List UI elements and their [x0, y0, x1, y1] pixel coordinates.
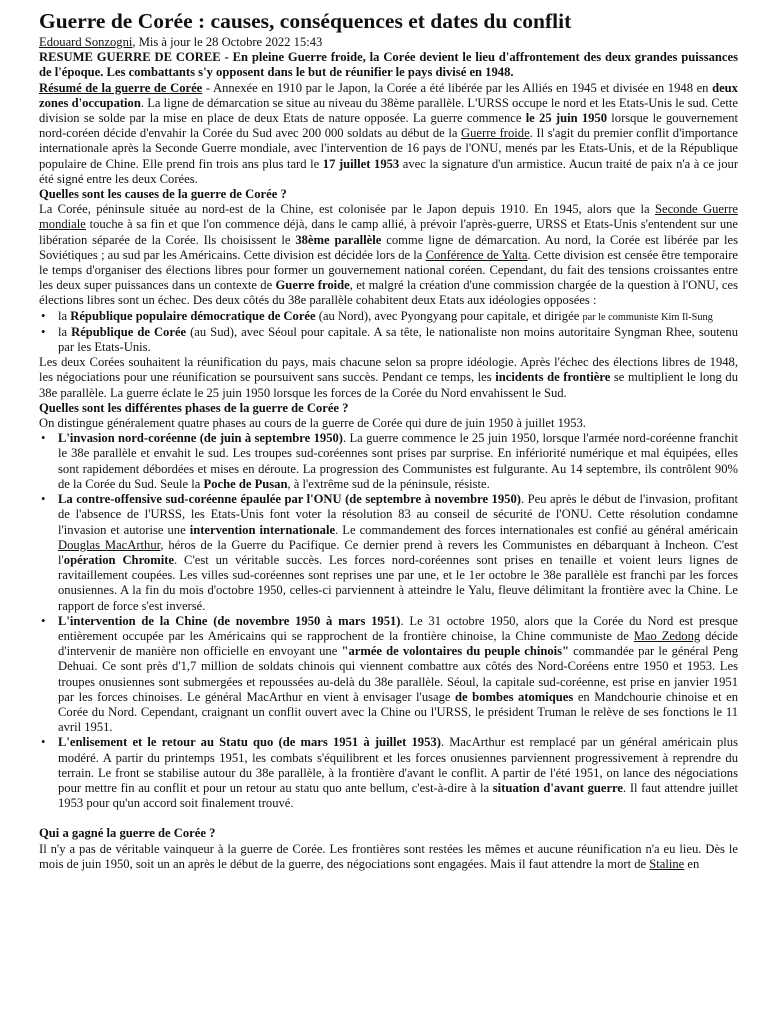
resume-paragraph — [39, 50, 738, 80]
link-conference-yalta[interactable]: Conférence de Yalta — [425, 247, 528, 262]
causes-paragraph-2: Les deux Corées souhaitent la réunification du pays, mais chacune selon sa propre idéologie. Après l'échec des élections libres de 1948, les négociations pour une réunification se poursuivent sans succès. Pendant ce temps, les incidents de frontière se multiplient le long du 38e parallèle. La guerre éclate le 25 juin 1950 lorsque les forces de la Corée du Nord envahissent le Sud. — [39, 355, 739, 400]
causes-heading: Quelles sont les causes de la guerre de Corée ? — [39, 187, 287, 202]
link-guerre-froide[interactable]: Guerre froide — [461, 126, 530, 141]
list-item: • L'invasion nord-coréenne (de juin à septembre 1950). La guerre commence le 25 juin 1950, lorsque l'armée nord-coréenne franchit le 38e parallèle et envahit le sud. Les troupes sud-coréennes sont prises par surprise. En infériorité numérique et mal équipées, elles sont rapidement débordées et mises en déroute. La progression des Communistes est fulgurante. Au 14 septembre, ils contrôlent 90% de la Corée du Sud. Seule la Poche de Pusan, à l'extrême sud de la péninsule, résiste. — [58, 431, 738, 492]
link-seconde-guerre-mondiale[interactable]: Seconde Guerre mondiale — [39, 202, 738, 232]
states-list — [39, 309, 738, 356]
winner-heading: Qui a gagné la guerre de Corée ? — [39, 826, 216, 841]
summary-label: Résumé de la guerre de Corée — [39, 80, 203, 95]
list-item: • La contre-offensive sud-coréenne épaulée par l'ONU (de septembre à novembre 1950). Peu après le début de l'invasion, profitant de l'absence de l'URSS, les Etats-Unis font voter la résolution 83 au conseil de sécurité de l'ONU. Cette résolution condamne l'invasion et autorise une intervention internationale. Le commandement des forces internationales est confié au général américain Douglas MacArthur, héros de la Guerre du Pacifique. Ce dernier prend à revers les Communistes en débarquant à Incheon. C'est l'opération Chromite. C'est un véritable succès. Les forces nord-coréennes sont prises en tenaille et voient leurs lignes de ravitaillement coupées. Les villes sud-coréennes sont reprises une par une, et le 1er octobre le 38e parallèle est franchi par les forces onusiennes. A la fin du mois d'octobre 1950, celles-ci parviennent à atteindre le Yalu, fleuve délimitant la frontière avec la Chine. Le rapport de force s'est inversé. — [58, 492, 738, 614]
byline — [39, 35, 738, 50]
resume-label: RESUME GUERRE DE COREE — [39, 50, 221, 65]
section-spacer — [39, 811, 738, 826]
list-item: • L'enlisement et le retour au Statu quo (de mars 1951 à juillet 1953). MacArthur est remplacé par un général américain plus modéré. A partir du printemps 1951, les combats s'équilibrent et les forces onusiennes parviennent progressivement à reprendre du terrain. Le front se stabilise autour du 38e parallèle, à la frontière d'avant le conflit. A partir de l'été 1951, on lance des négociations pour mettre fin au conflit et pour un retour au statu quo ante bellum, c'est-à-dire à la situation d'avant guerre. Il faut attendre juillet 1953 pour qu'un accord soit finalement trouvé. — [58, 735, 738, 811]
phases-list — [39, 431, 738, 811]
list-item: • la République de Corée (au Sud), avec Séoul pour capitale. A sa tête, le nationaliste non moins autoritaire Syngman Rhee, soutenu par les Etats-Unis. — [58, 325, 738, 355]
link-mao-zedong[interactable]: Mao Zedong — [633, 628, 701, 643]
causes-paragraph: La Corée, péninsule située au nord-est de la Chine, est colonisée par le Japon depuis 1910. En 1945, alors que la Seconde Guerre mondiale touche à sa fin et que l'on commence déjà, dans le camp allié, à prévoir l'après-guerre, URSS et Etats-Unis s'entendent sur une libération séparée de la Corée. Ils choisissent le 38ème parallèle comme ligne de démarcation. Au nord, la Corée est libérée par les Soviétiques ; au sud par les Américains. Cette division est décidée lors de la Conférence de Yalta. Cette division est censée être temporaire le temps d'organiser des élections libres pour former un gouvernement national coréen. Cependant, du fait des tensions croissantes entre les deux super puissances dans un contexte de Guerre froide, et malgré la création d'une commission chargée de la question à l'ONU, ces élections libres sont un échec. Des deux côtés du 38e parallèle cohabitent deux Etats aux idéologies opposées : — [39, 202, 738, 308]
list-item: • L'intervention de la Chine (de novembre 1950 à mars 1951). Le 31 octobre 1950, alors que la Corée du Nord est presque entièrement occupée par les Américains qui se rapprochent de la frontière chinoise, la Chine communiste de Mao Zedong décide d'intervenir de manière non officielle en envoyant une "armée de volontaires du peuple chinois" commandée par le général Peng Dehuai. Ce sont près d'1,7 million de soldats chinois qui viennent combattre aux côtés des Nord-Coréens entre 1950 et 1953. Les troupes onusiennes sont submergées et repoussées au-delà du 38e parallèle. Séoul, la capitale sud-coréenne, est prise en janvier 1951 par les forces chinoises. Le général MacArthur en vient à envisager l'usage de bombes atomiques en Mandchourie chinoise et en Corée du Nord. Cependant, craignant un conflit ouvert avec la Chine ou l'URSS, le président Truman le relève de ses fonctions le 11 avril 1951. — [58, 614, 738, 736]
summary-paragraph: Résumé de la guerre de Corée - Annexée en 1910 par le Japon, la Corée a été libérée par les Alliés en 1945 et divisée en 1948 en deux zones d'occupation. La ligne de démarcation se situe au niveau du 38ème parallèle. L'URSS occupe le nord et les Etats-Unis le sud. Cette division se solde par la mise en place de deux Etats de nature opposée. La guerre commence le 25 juin 1950 lorsque le gouvernement nord-coréen décide d'envahir la Corée du Sud avec 200 000 soldats au début de la Guerre froide. Il s'agit du premier conflit d'importance internationale après la Seconde Guerre mondiale, avec l'intervention de 16 pays de l'ONU, menés par les Etats-Unis, et de la République populaire de Chine. Elle prend fin trois ans plus tard le 17 juillet 1953 avec la signature d'un armistice. Aucun traité de paix n'a à ce jour été signé entre les deux Corées. — [39, 80, 739, 186]
winner-paragraph: Il n'y a pas de véritable vainqueur à la guerre de Corée. Les frontières sont restées les mêmes et aucune réunification n'a eu lieu. Dès le mois de juin 1950, soit un an après le début de la guerre, des négociations sont engagées. Mais il faut attendre la mort de Staline en — [39, 841, 738, 871]
link-douglas-macarthur[interactable]: Douglas MacArthur — [58, 537, 161, 552]
link-staline[interactable]: Staline — [649, 856, 685, 871]
update-date: , Mis à jour le 28 Octobre 2022 15:43 — [132, 35, 323, 49]
article-title: Guerre de Corée : causes, conséquences et dates du conflit — [39, 9, 572, 33]
phases-intro: On distingue généralement quatre phases au cours de la guerre de Corée qui dure de juin 1950 à juillet 1953. — [39, 416, 586, 431]
phases-heading: Quelles sont les différentes phases de la guerre de Corée ? — [39, 400, 349, 415]
resume-text: - En pleine Guerre froide, la Corée devient le lieu d'affrontement des deux grandes puissances de l'époque. Les combattants s'y opposent dans le but de réunifier le pays divisé en 1948. — [39, 50, 738, 80]
author-link[interactable]: Edouard Sonzogni — [39, 35, 133, 49]
list-item: • la République populaire démocratique de Corée (au Nord), avec Pyongyang pour capitale, et dirigée par le communiste Kim Il-Sung — [58, 309, 738, 325]
